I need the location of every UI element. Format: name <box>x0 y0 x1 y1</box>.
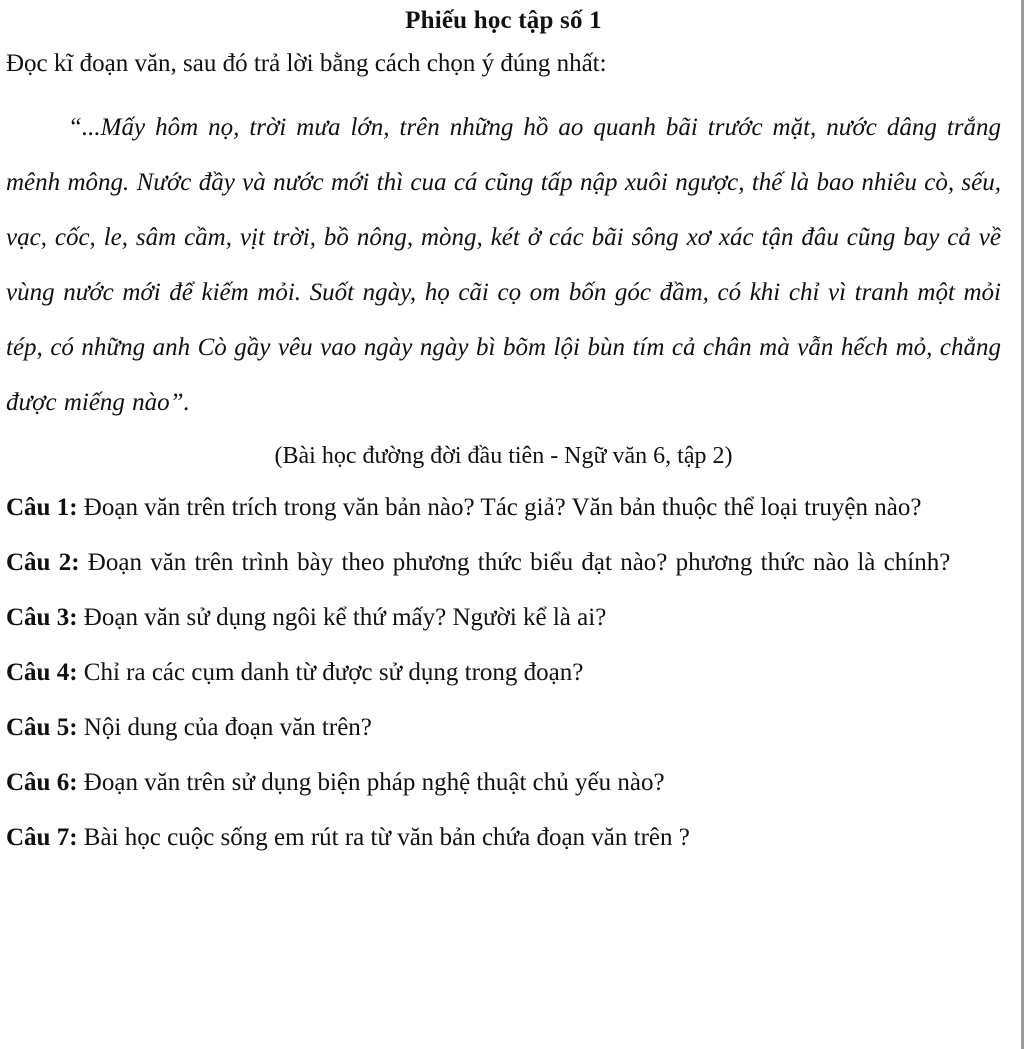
question-1-text: Đoạn văn trên trích trong văn bản nào? Tác giả? Văn bản thuộc thể loại truyện nào? <box>77 494 922 521</box>
question-2-label: Câu 2: <box>6 549 80 576</box>
question-6-label: Câu 6: <box>6 769 78 796</box>
question-1-label: Câu 1: <box>6 494 78 521</box>
question-2-text: Đoạn văn trên trình bày theo phương thức biểu đạt nào? phương thức nào là chính? <box>79 549 951 576</box>
instruction-text: Đọc kĩ đoạn văn, sau đó trả lời bằng cách chọn ý đúng nhất: <box>6 50 607 77</box>
passage-source: (Bài học đường đời đầu tiên - Ngữ văn 6, tập 2) <box>274 443 733 469</box>
question-7 <box>6 810 1001 865</box>
question-7-label: Câu 7: <box>6 824 78 851</box>
question-6-text: Đoạn văn trên sử dụng biện pháp nghệ thuật chủ yếu nào? <box>77 769 665 796</box>
question-5-label: Câu 5: <box>6 714 78 741</box>
question-2 <box>6 535 1001 590</box>
question-6 <box>6 755 1001 810</box>
question-1 <box>6 480 1001 535</box>
question-4-text: Chỉ ra các cụm danh từ được sử dụng trong đoạn? <box>77 659 584 686</box>
question-3-label: Câu 3: <box>6 604 78 631</box>
question-7-text: Bài học cuộc sống em rút ra từ văn bản chứa đoạn văn trên ? <box>77 824 690 851</box>
question-5 <box>6 700 1001 755</box>
passage-text: “...Mấy hôm nọ, trời mưa lớn, trên những hồ ao quanh bãi trước mặt, nước dâng trắng mênh mông. Nước đầy và nước mới thì cua cá cũng tấp nập xuôi ngược, thế là bao nhiêu cò, sếu, vạc, cốc, le, sâm cầm, vịt trời, bồ nông, mòng, két ở các bãi sông xơ xác tận đâu cũng bay cả về vùng nước mới để kiếm mỏi. Suốt ngày, họ cãi cọ om bốn góc đầm, có khi chỉ vì tranh một mỏi tép, có những anh Cò gầy vêu vao ngày ngày bì bõm lội bùn tím cả chân mà vẫn hếch mỏ, chẳng được miếng nào”. <box>6 114 1001 416</box>
page-title: Phiếu học tập số 1 <box>405 7 602 34</box>
question-3 <box>6 590 1001 645</box>
question-4 <box>6 645 1001 700</box>
question-3-text: Đoạn văn sử dụng ngôi kể thứ mấy? Người kể là ai? <box>77 604 607 631</box>
question-4-label: Câu 4: <box>6 659 78 686</box>
question-5-text: Nội dung của đoạn văn trên? <box>77 714 372 741</box>
